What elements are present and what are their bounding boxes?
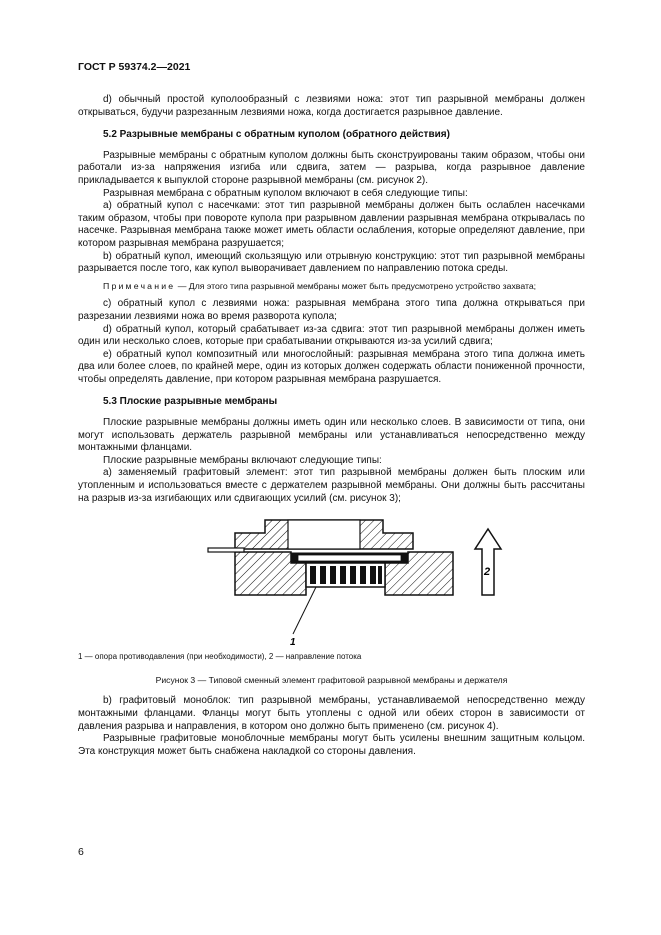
paragraph-5-2-c: c) обратный купол с лезвиями ножа: разрывная мембрана этого типа должна открываться при разрезании лезвиями ножа во время разворота купола; [78, 298, 585, 322]
note [78, 280, 585, 293]
figure-3-drawing [78, 519, 585, 647]
figure-caption: Рисунок 3 — Типовой сменный элемент графитовой разрывной мембраны и держателя [155, 674, 508, 685]
page-number: 6 [78, 846, 84, 858]
paragraph-5-3-types: Плоские разрывные мембраны включают следующие типы: [103, 454, 382, 466]
paragraph-5-3-ring: Разрывные графитовые моноблочные мембраны могут быть усилены внешним защитным кольцом. Эта конструкция может быть снабжена накладкой со стороны давления. [78, 733, 585, 757]
upper-bore [288, 520, 360, 549]
section-heading-5-3: 5.3 Плоские разрывные мембраны [103, 396, 278, 408]
paragraph-5-3-a: a) заменяемый графитовый элемент: этот тип разрывной мембраны должен быть плоским или утопленным и использоваться вместе с держателем разрывной мембраны. Они должны быть рассчитаны на разрыв из-за изгибающих или сдвигающих усилий (см. рисунок 3); [78, 467, 585, 504]
flow-direction-arrow [475, 529, 501, 595]
label-2: 2 [484, 566, 491, 579]
inlet-stub [208, 548, 244, 552]
paragraph-d-simple-dome: d) обычный простой куполообразный с лезвиями ножа: этот тип разрывной мембраны должен открываться, будучи разрезанным лезвиями ножа, когда достигается разрывное давление. [78, 94, 585, 118]
note-text: — Для этого типа разрывной мембраны может быть предусмотрено устройство захвата; [175, 280, 537, 291]
paragraph-5-2-e: e) обратный купол композитный или многослойный: разрывная мембрана этого типа должна иметь два или более слоев, по крайней мере, один из которых должен содержать области пониженной прочности, чтобы определять давление, при котором разрывная мембрана разрушается. [78, 348, 585, 385]
paragraph-5-3-intro: Плоские разрывные мембраны должны иметь один или несколько слоев. В зависимости от типа, они могут использовать держатель разрывной мембраны или устанавливаться непосредственно между монтажными фланцами. [78, 417, 585, 454]
paragraph-5-2-intro: Разрывные мембраны с обратным куполом должны быть сконструированы таким образом, чтобы они работали из-за напряжения изгиба или сдвига, затем — разрыва, когда разрывное давление прикладывается к выпуклой стороне разрывной мембраны (см. рисунок 2). [78, 149, 585, 186]
standard-header: ГОСТ Р 59374.2—2021 [78, 61, 191, 73]
figure-legend: 1 — опора противодавления (при необходимости), 2 — направление потока [78, 652, 362, 662]
paragraph-5-2-a: a) обратный купол с насечками: этот тип разрывной мембраны должен быть ослаблен насечками таким образом, чтобы при повороте купола при разрывном давлении разрывная мембрана открывалась по насечке. Разрывная мембрана также может иметь области ослабления, которые определяют давление, при котором разрывная мембрана разрушается; [78, 200, 585, 249]
label-1: 1 [290, 637, 296, 648]
paragraph-5-3-b: b) графитовый моноблок: тип разрывной мембраны, устанавливаемой непосредственно между монтажными фланцами. Фланцы могут быть утоплены с одной или обеих сторон в зависимости от давления разрыва и направления, в котором оно должно быть применено (см. рисунок 4). [78, 695, 585, 732]
section-heading-5-2: 5.2 Разрывные мембраны с обратным куполом (обратного действия) [103, 129, 450, 141]
page-content [78, 94, 585, 758]
paragraph-5-2-types: Разрывная мембрана с обратным куполом включают в себя следующие типы: [103, 187, 468, 199]
note-label: Примечание [103, 280, 176, 291]
graphite-element-core [298, 555, 401, 561]
paragraph-5-2-b: b) обратный купол, имеющий скользящую или отрывную конструкцию: этот тип разрывной мембраны разрывается после того, как купол выворачивает давлением по направлению потока среды. [78, 250, 585, 275]
paragraph-5-2-d: d) обратный купол, который срабатывает из-за сдвига: этот тип разрывной мембраны должен иметь один или несколько слоев, которые при срабатывании открываются из-за усилий сдвига; [78, 323, 585, 348]
graphite-element-diagram [78, 519, 585, 647]
support-grid-bars [310, 566, 382, 584]
